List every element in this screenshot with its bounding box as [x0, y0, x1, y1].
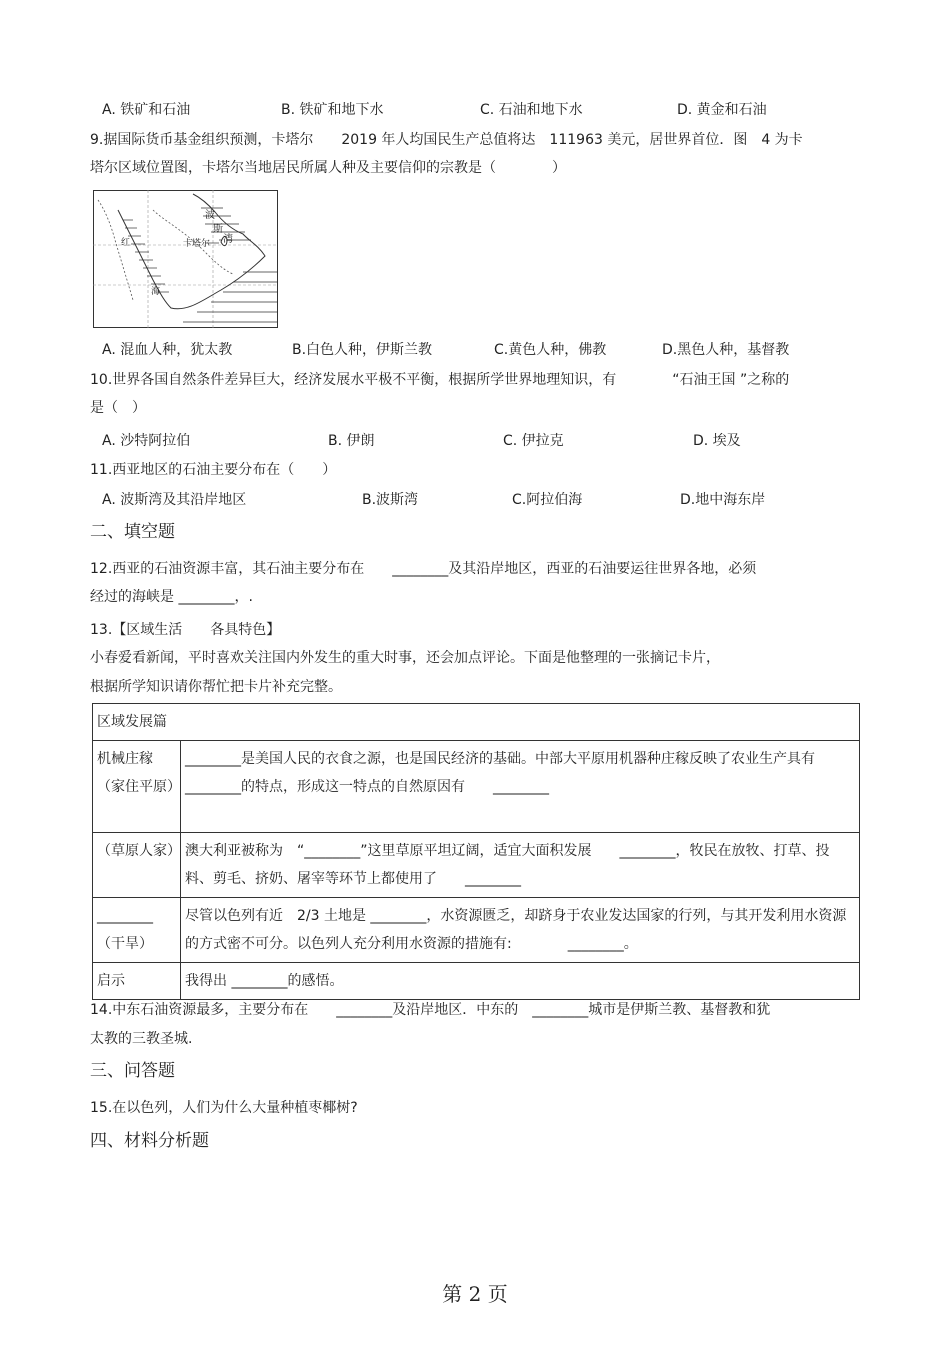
q11-line: 11.西亚地区的石油主要分布在（ ） — [90, 462, 337, 478]
map-label-gulf-3: 湾 — [223, 234, 233, 245]
qatar-region-map — [93, 190, 278, 328]
card-header: 区域发展篇 — [93, 704, 860, 741]
q12-line-2: 经过的海峡是 ________，. — [90, 589, 253, 605]
map-label-red-sea-2: 海 — [151, 287, 161, 297]
q10-line-1: 10.世界各国自然条件差异巨大，经济发展水平极不平衡，根据所学世界地理知识，有 “石油王国 ”之称的 — [90, 372, 790, 388]
q10-line-2: 是（ ） — [90, 400, 146, 416]
section-heading-qa: 三、问答题 — [90, 1061, 175, 1081]
q9-option-a: A. 混血人种，犹太教 — [102, 342, 233, 358]
q9-line-2: 塔尔区域位置图，卡塔尔当地居民所属人种及主要信仰的宗教是（ ） — [90, 160, 566, 176]
page-number: 第 2 页 — [442, 1282, 508, 1306]
card-row — [93, 963, 860, 1000]
q8-option-b: B. 铁矿和地下水 — [281, 102, 384, 118]
q8-option-a: A. 铁矿和石油 — [102, 102, 191, 118]
card-row — [93, 833, 860, 898]
card-row-content: 澳大利亚被称为 “________”这里草原平坦辽阔，适宜大面积发展 ________，牧民在放牧、打草、投料、剪毛、挤奶、屠宰等环节上都使用了 ________ — [181, 833, 860, 898]
q14-line-1: 14.中东石油资源最多，主要分布在 ________及沿岸地区．中东的 ________城市是伊斯兰教、基督教和犹 — [90, 1002, 771, 1018]
q13-intro-1: 小春爱看新闻，平时喜欢关注国内外发生的重大时事，还会加点评论。下面是他整理的一张摘记卡片， — [90, 650, 720, 666]
card-row-label: （草原人家） — [93, 833, 181, 898]
card-header-row — [93, 704, 860, 741]
q8-option-d: D. 黄金和石油 — [677, 102, 767, 118]
q9-option-c: C.黄色人种，佛教 — [494, 342, 607, 358]
q8-option-c: C. 石油和地下水 — [480, 102, 583, 118]
q11-option-a: A. 波斯湾及其沿岸地区 — [102, 492, 247, 508]
q15-line: 15.在以色列，人们为什么大量种植枣椰树? — [90, 1100, 358, 1116]
map-label-gulf-2: 斯 — [213, 224, 223, 235]
q11-option-d: D.地中海东岸 — [680, 492, 766, 508]
q11-option-b: B.波斯湾 — [362, 492, 419, 508]
q11-option-c: C.阿拉伯海 — [512, 492, 583, 508]
section-heading-material-analysis: 四、材料分析题 — [90, 1131, 209, 1151]
q10-option-b: B. 伊朗 — [328, 433, 375, 449]
card-row-label: ________（干旱） — [93, 898, 181, 963]
section-heading-fill-in: 二、填空题 — [90, 522, 175, 542]
card-row-label: 启示 — [93, 963, 181, 1000]
card-row-content: ________是美国人民的衣食之源，也是国民经济的基础。中部大平原用机器种庄稼反映了农业生产具有 ________的特点，形成这一特点的自然原因有 ________ — [181, 741, 860, 833]
q13-title: 13.【区域生活 各具特色】 — [90, 622, 281, 638]
q10-option-a: A. 沙特阿拉伯 — [102, 433, 191, 449]
card-row-label: 机械庄稼（家住平原） — [93, 741, 181, 833]
card-row — [93, 898, 860, 963]
q9-option-d: D.黑色人种，基督教 — [662, 342, 790, 358]
map-label-qatar: 卡塔尔 — [183, 239, 211, 249]
note-card-table — [92, 703, 860, 1000]
q10-option-d: D. 埃及 — [693, 433, 741, 449]
q9-option-b: B.白色人种，伊斯兰教 — [292, 342, 433, 358]
q10-option-c: C. 伊拉克 — [503, 433, 564, 449]
map-label-red-sea-1: 红 — [121, 238, 131, 248]
q9-line-1: 9.据国际货币基金组织预测，卡塔尔 2019 年人均国民生产总值将达 111963 美元，居世界首位．图 4 为卡 — [90, 132, 803, 148]
q13-intro-2: 根据所学知识请你帮忙把卡片补充完整。 — [90, 679, 342, 695]
q14-line-2: 太教的三教圣城. — [90, 1031, 193, 1047]
card-row — [93, 741, 860, 833]
q12-line-1: 12.西亚的石油资源丰富，其石油主要分布在 ________及其沿岸地区，西亚的石油要运往世界各地，必须 — [90, 561, 757, 577]
map-label-gulf-1: 波 — [205, 210, 215, 221]
card-row-content: 尽管以色列有近 2/3 土地是 ________，水资源匮乏，却跻身于农业发达国家的行列，与其开发利用水资源的方式密不可分。以色列人充分利用水资源的措施有: ________。 — [181, 898, 860, 963]
card-row-content: 我得出 ________的感悟。 — [181, 963, 860, 1000]
